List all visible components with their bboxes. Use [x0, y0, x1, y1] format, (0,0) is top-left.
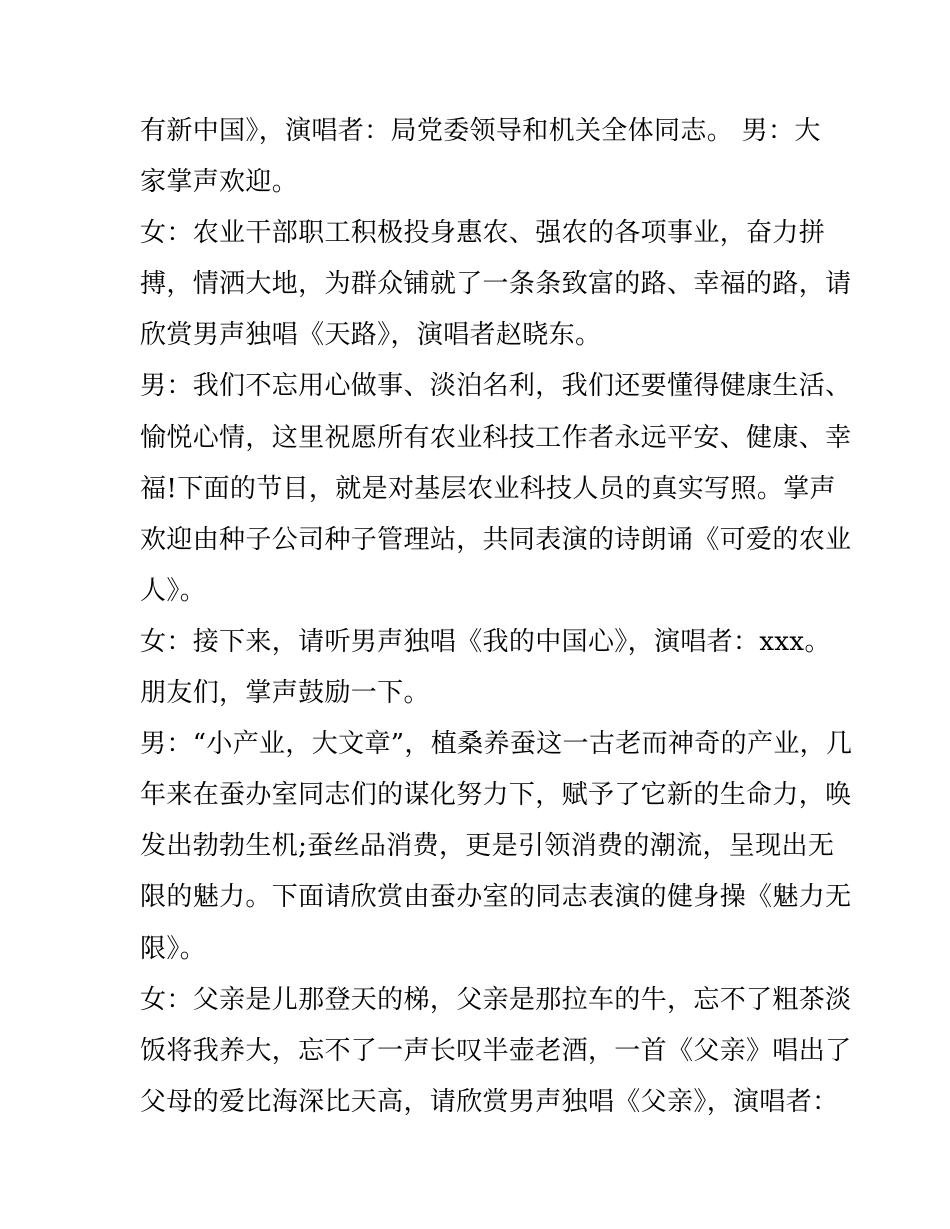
text-line: 女：父亲是儿那登天的梯，父亲是那拉车的牛，忘不了粗茶淡 [140, 984, 852, 1015]
text-line: 父母的爱比海深比天高，请欣赏男声独唱《父亲》，演唱者： [140, 1086, 839, 1117]
document-body [140, 106, 853, 1128]
text-line: 女：农业干部职工积极投身惠农、强农的各项事业，奋力拼 [140, 218, 826, 249]
text-line: 人》。 [140, 575, 207, 606]
text-line: 女：接下来，请听男声独唱《我的中国心》，演唱者：xxx。 [140, 626, 831, 657]
text-line: 限》。 [140, 933, 207, 964]
text-line: 有新中国》，演唱者：局党委领导和机关全体同志。 男：大 [140, 116, 821, 146]
text-line: 年来在蚕办室同志们的谋化努力下，赋予了它新的生命力，唤 [140, 780, 852, 811]
text-line: 限的魅力。下面请欣赏由蚕办室的同志表演的健身操《魅力无 [140, 882, 852, 913]
text-line: 搏，情洒大地，为群众铺就了一条条致富的路、幸福的路，请 [140, 269, 852, 300]
text-line: 男：“小产业，大文章”，植桑养蚕这一古老而神奇的产业，几 [140, 729, 853, 760]
text-line: 饭将我养大，忘不了一声长叹半壶老酒，一首《父亲》唱出了 [140, 1035, 852, 1066]
text-line: 男：我们不忘用心做事、淡泊名利，我们还要懂得健康生活、 [140, 371, 852, 402]
text-line: 欣赏男声独唱《天路》，演唱者赵晓东。 [140, 320, 602, 351]
text-line: 发出勃勃生机;蚕丝品消费，更是引领消费的潮流，呈现出无 [140, 831, 835, 862]
text-line: 朋友们，掌声鼓励一下。 [140, 678, 430, 709]
text-line: 福!下面的节目，就是对基层农业科技人员的真实写照。掌声 [140, 473, 836, 504]
text-line: 欢迎由种子公司种子管理站，共同表演的诗朗诵《可爱的农业 [140, 524, 852, 555]
text-line: 愉悦心情，这里祝愿所有农业科技工作者永远平安、健康、幸 [140, 422, 852, 453]
text-line: 家掌声欢迎。 [140, 167, 299, 198]
